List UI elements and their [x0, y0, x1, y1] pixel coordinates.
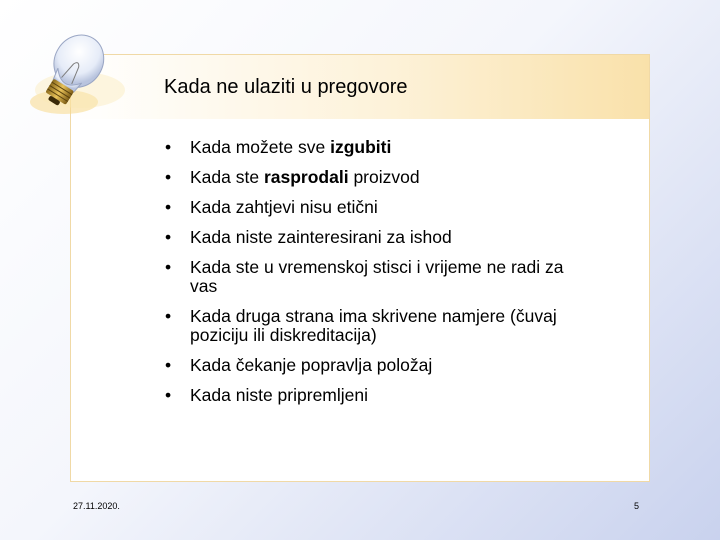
bullet-list — [165, 138, 585, 416]
bullet-text: Kada niste pripremljeni — [190, 385, 369, 405]
bullet-text: Kada zahtjevi nisu etični — [190, 197, 378, 217]
bullet-item — [165, 356, 585, 375]
bullet-text: Kada niste zainteresirani za ishod — [190, 227, 452, 247]
bullet-emphasis: rasprodali — [263, 167, 349, 187]
bullet-item — [165, 138, 585, 157]
bullet-text: Kada čekanje popravlja položaj — [190, 355, 433, 375]
bullet-text: Kada druga strana ima skrivene namjere (čuvaj poziciju ili diskreditacija) — [190, 306, 557, 345]
page-number: 5 — [634, 501, 640, 511]
bullet-text: Kada ste — [190, 167, 264, 187]
bullet-item — [165, 168, 585, 187]
bullet-item — [165, 386, 585, 405]
bullet-item — [165, 198, 585, 217]
bullet-item — [165, 258, 585, 296]
bullet-text: Kada ste u vremenskoj stisci i vrijeme ne radi za vas — [190, 257, 564, 296]
title-band — [71, 55, 649, 119]
bullet-text: Kada možete sve — [190, 137, 331, 157]
slide-title: Kada ne ulaziti u pregovore — [164, 76, 408, 98]
light-bulb-icon — [22, 30, 152, 130]
bullet-text-end: proizvod — [348, 167, 420, 187]
bullet-item — [165, 307, 585, 345]
footer-date: 27.11.2020. — [73, 501, 120, 511]
bullet-emphasis: izgubiti — [330, 137, 392, 157]
bullet-item — [165, 228, 585, 247]
